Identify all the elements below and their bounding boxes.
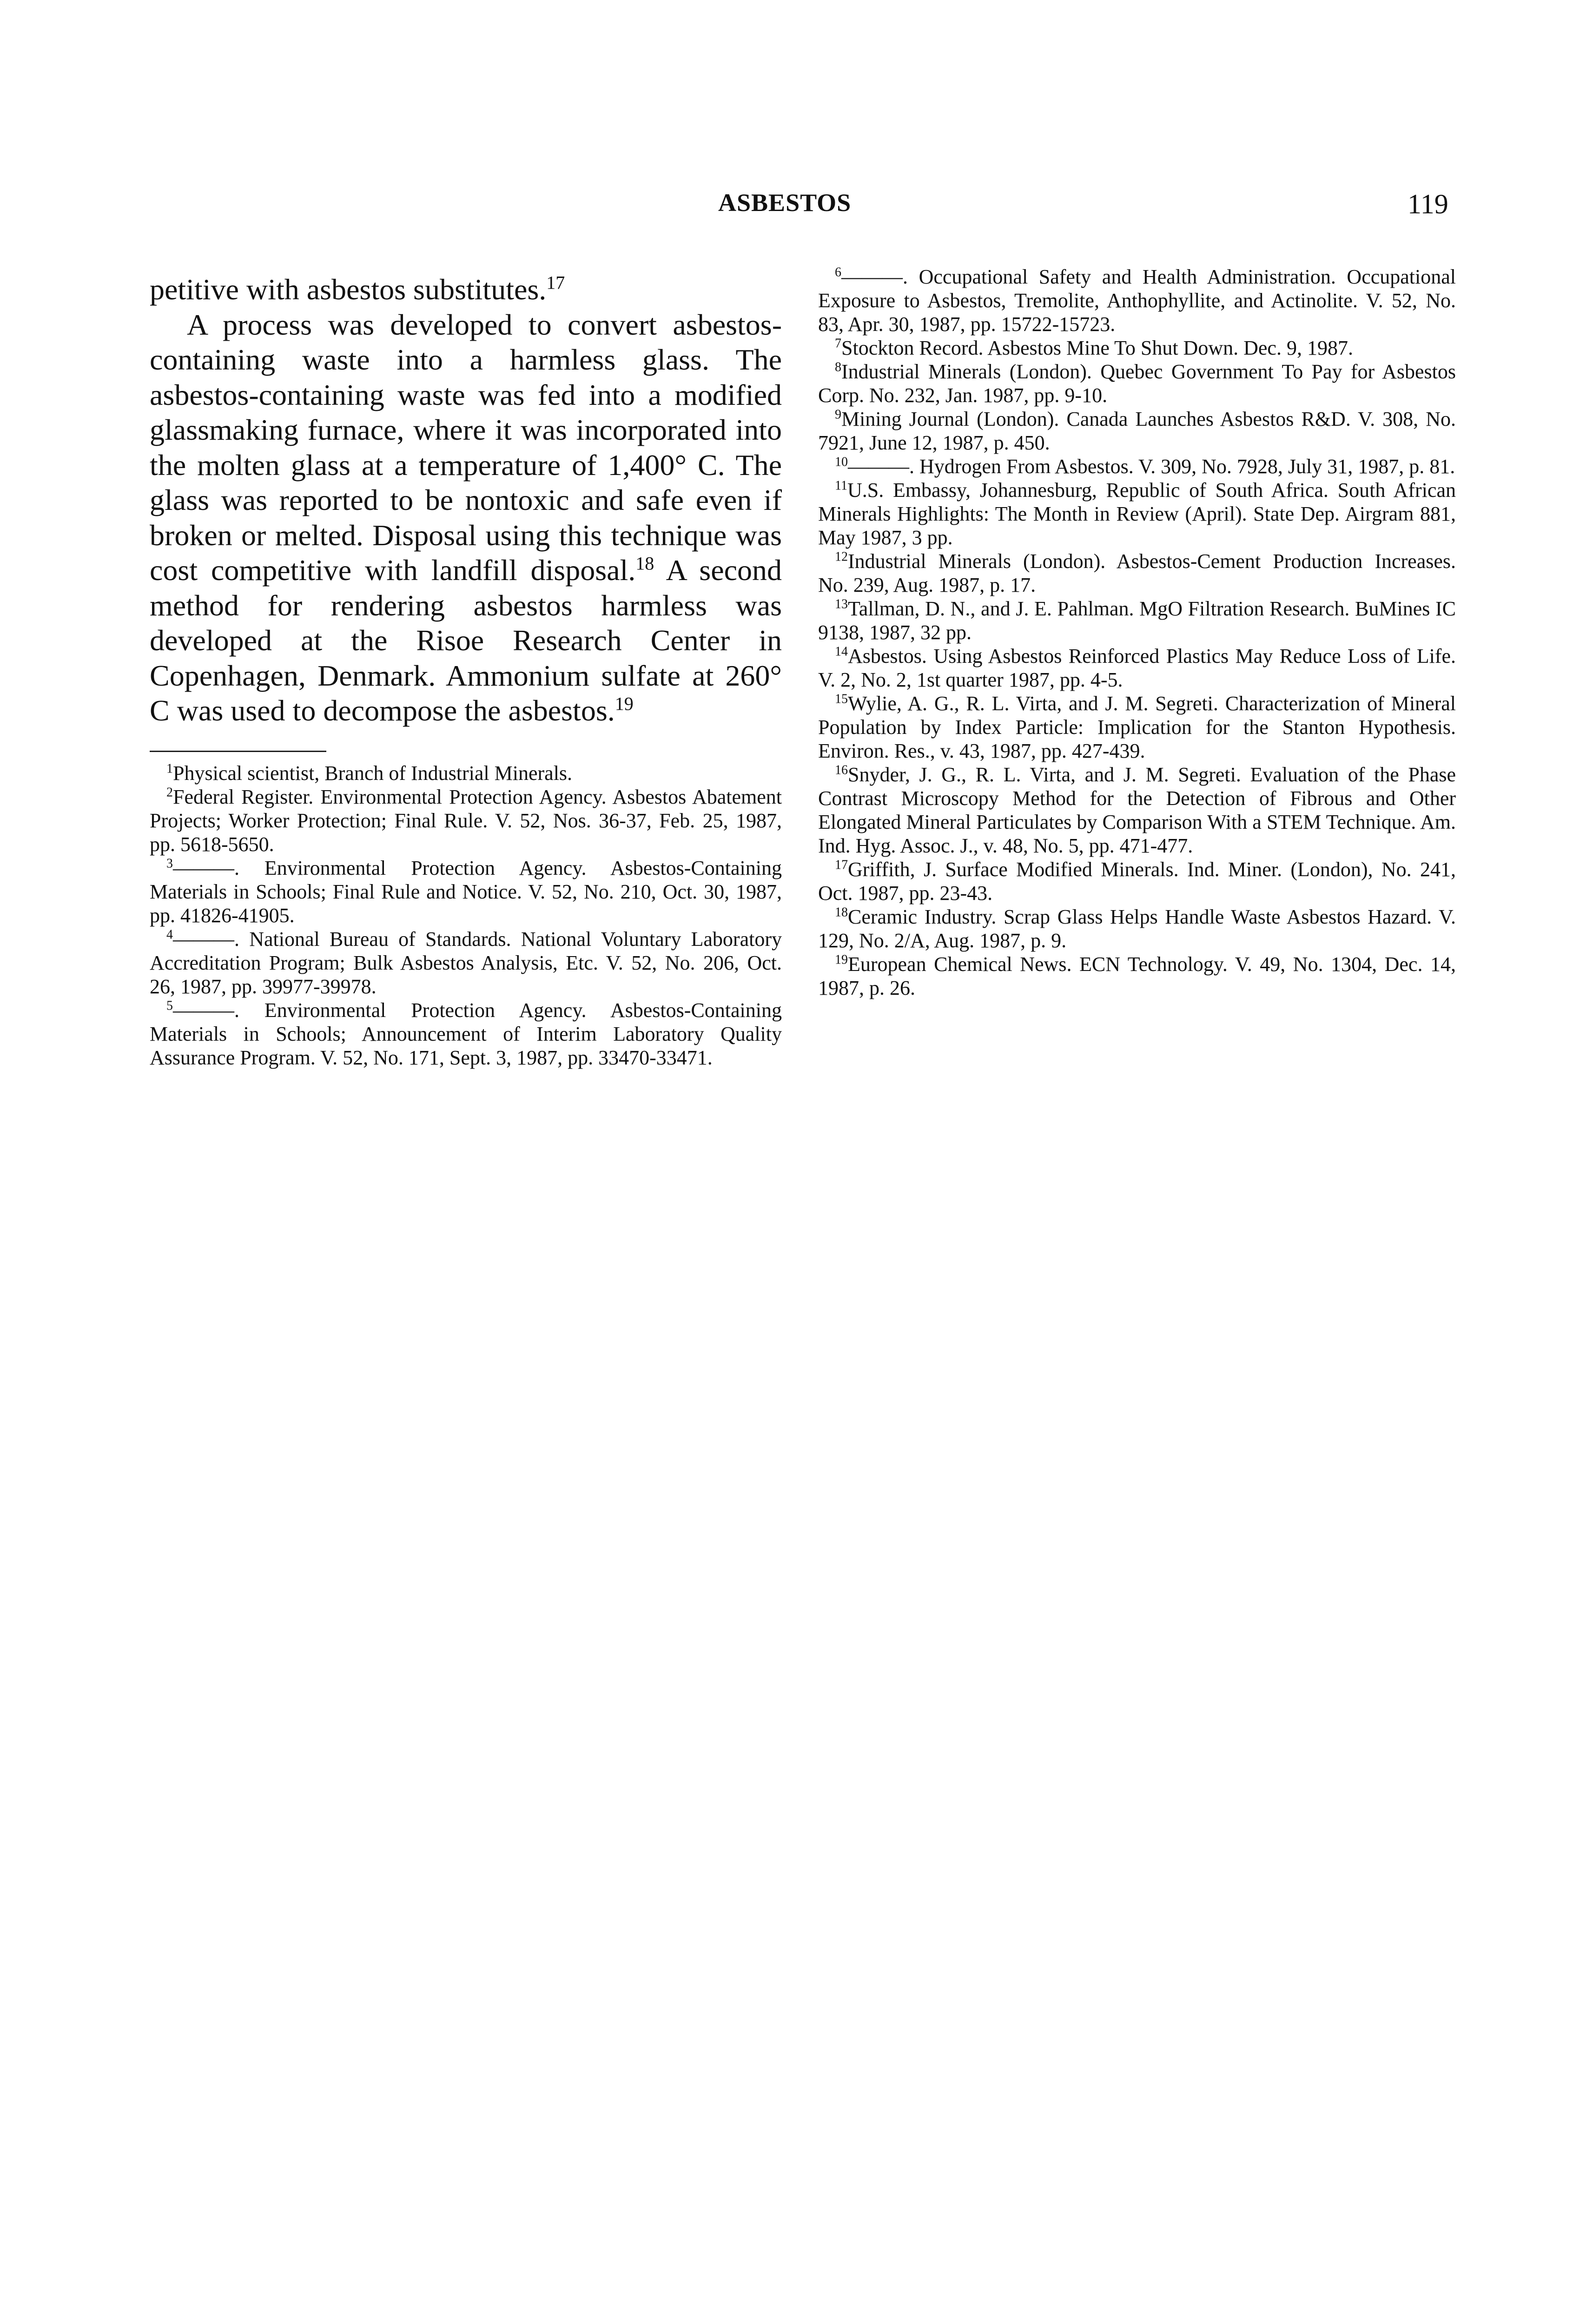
footnote-text: ———. Occupational Safety and Health Administration. Occupational Exposure to Asbestos, Tremolite, Anthophyllite, and Actinolite. V. 52, No. 83, Apr. 30, 1987, pp. 15722-15723. bbox=[818, 265, 1456, 336]
footnotes-left bbox=[150, 761, 782, 1070]
body-paragraph-2 bbox=[150, 307, 782, 728]
footnote bbox=[818, 952, 1456, 1000]
body-paragraph-1 bbox=[150, 272, 782, 307]
footnote-number: 16 bbox=[835, 763, 848, 778]
footnote bbox=[818, 763, 1456, 858]
footnote-number: 18 bbox=[835, 905, 848, 920]
footnote-number: 6 bbox=[835, 265, 841, 280]
footnote-number: 19 bbox=[835, 952, 848, 967]
footnote-number: 15 bbox=[835, 692, 848, 706]
footnote bbox=[818, 858, 1456, 905]
footnote-text: ———. National Bureau of Standards. National Voluntary Laboratory Accreditation Program; Bulk Asbestos Analysis, Etc. V. 52, No. 206, Oct. 26, 1987, pp. 39977-39978. bbox=[150, 927, 782, 998]
footnote-text: Tallman, D. N., and J. E. Pahlman. MgO Filtration Research. BuMines IC 9138, 1987, 32 pp. bbox=[818, 597, 1456, 644]
footnote bbox=[818, 360, 1456, 407]
footnote-number: 9 bbox=[835, 407, 841, 422]
footnote-text: ———. Hydrogen From Asbestos. V. 309, No. 7928, July 31, 1987, p. 81. bbox=[848, 455, 1455, 478]
footnote-number: 8 bbox=[835, 360, 841, 375]
footnote bbox=[818, 265, 1456, 336]
footnote-number: 3 bbox=[166, 856, 173, 871]
footnote-ref[interactable]: 17 bbox=[546, 272, 565, 293]
footnote bbox=[818, 644, 1456, 692]
footnote bbox=[818, 905, 1456, 952]
footnote bbox=[818, 692, 1456, 763]
footnote bbox=[150, 785, 782, 856]
footnote-text: Ceramic Industry. Scrap Glass Helps Handle Waste Asbestos Hazard. V. 129, No. 2/A, Aug. 1987, p. 9. bbox=[818, 905, 1456, 952]
footnote-text: Industrial Minerals (London). Quebec Government To Pay for Asbestos Corp. No. 232, Jan. 1987, pp. 9-10. bbox=[818, 360, 1456, 407]
footnote bbox=[818, 455, 1456, 478]
footnote-text: Mining Journal (London). Canada Launches Asbestos R&D. V. 308, No. 7921, June 12, 1987, p. 450. bbox=[818, 408, 1456, 454]
paragraph-text: petitive with asbestos substitutes. bbox=[150, 273, 547, 306]
footnote-text: Snyder, J. G., R. L. Virta, and J. M. Segreti. Evaluation of the Phase Contrast Microscopy Method for the Detection of Fibrous and Other Elongated Mineral Particulates by Comparison With a STEM Technique. Am. Ind. Hyg. Assoc. J., v. 48, No. 5, pp. 471-477. bbox=[818, 763, 1456, 857]
footnote-number: 17 bbox=[835, 858, 848, 872]
running-head-title: ASBESTOS bbox=[718, 189, 852, 217]
paragraph-text: A second method for rendering asbestos harmless was developed at the Risoe Research Center in Copenhagen, Denmark. Ammonium sulfate at 260° C was used to decompose the asbestos. bbox=[150, 554, 782, 727]
footnote-text: Industrial Minerals (London). Asbestos-Cement Production Increases. No. 239, Aug. 1987, p. 17. bbox=[818, 550, 1456, 596]
footnote-number: 11 bbox=[835, 478, 847, 493]
footnote-text: European Chemical News. ECN Technology. V. 49, No. 1304, Dec. 14, 1987, p. 26. bbox=[818, 953, 1456, 999]
footnote-ref[interactable]: 18 bbox=[635, 553, 654, 574]
footnote-text: Stockton Record. Asbestos Mine To Shut Down. Dec. 9, 1987. bbox=[841, 337, 1353, 359]
footnote-text: ———. Environmental Protection Agency. Asbestos-Containing Materials in Schools; Announcement of Interim Laboratory Quality Assurance Program. V. 52, No. 171, Sept. 3, 1987, pp. 33470-33471. bbox=[150, 998, 782, 1069]
footnote bbox=[818, 478, 1456, 549]
footnote-text: Federal Register. Environmental Protection Agency. Asbestos Abatement Projects; Worker Protection; Final Rule. V. 52, Nos. 36-37, Feb. 25, 1987, pp. 5618-5650. bbox=[150, 785, 782, 856]
footnote-text: Asbestos. Using Asbestos Reinforced Plastics May Reduce Loss of Life. V. 2, No. 2, 1st quarter 1987, pp. 4-5. bbox=[818, 645, 1456, 691]
footnote-number: 10 bbox=[835, 455, 848, 469]
footnote bbox=[150, 927, 782, 998]
footnote-number: 13 bbox=[835, 597, 848, 612]
footnote-text: Griffith, J. Surface Modified Minerals. Ind. Miner. (London), No. 241, Oct. 1987, pp. 23-43. bbox=[818, 858, 1456, 905]
footnote bbox=[150, 998, 782, 1070]
footnote bbox=[818, 407, 1456, 455]
footnote bbox=[818, 549, 1456, 597]
paragraph-text: A process was developed to convert asbestos-containing waste into a harmless glass. The asbestos-containing waste was fed into a modified glassmaking furnace, where it was incorporated into the molten glass at a temperature of 1,400° C. The glass was reported to be nontoxic and safe even if broken or melted. Disposal using this technique was cost competitive with landfill disposal. bbox=[150, 308, 782, 587]
footnote-number: 12 bbox=[835, 549, 848, 564]
footnote-number: 7 bbox=[835, 336, 841, 351]
left-column bbox=[150, 272, 782, 1070]
right-column bbox=[818, 265, 1456, 1000]
footnote-number: 5 bbox=[166, 998, 173, 1013]
footnote-number: 2 bbox=[166, 785, 173, 799]
footnote-ref[interactable]: 19 bbox=[615, 693, 634, 714]
footnote bbox=[150, 856, 782, 927]
footnote-text: Wylie, A. G., R. L. Virta, and J. M. Segreti. Characterization of Mineral Population by Index Particle: Implication for the Stanton Hypothesis. Environ. Res., v. 43, 1987, pp. 427-439. bbox=[818, 692, 1456, 762]
footnote-number: 4 bbox=[166, 927, 173, 942]
footnote bbox=[818, 336, 1456, 360]
footnote-number: 14 bbox=[835, 644, 848, 659]
footnote bbox=[150, 761, 782, 785]
footnote-text: ———. Environmental Protection Agency. Asbestos-Containing Materials in Schools; Final Rule and Notice. V. 52, No. 210, Oct. 30, 1987, pp. 41826-41905. bbox=[150, 856, 782, 927]
footnote-number: 1 bbox=[166, 761, 173, 776]
footnote-divider bbox=[150, 751, 326, 752]
footnote bbox=[818, 597, 1456, 644]
footnote-text: U.S. Embassy, Johannesburg, Republic of South Africa. South African Minerals Highlights: The Month in Review (April). State Dep. Airgram 881, May 1987, 3 pp. bbox=[818, 479, 1456, 549]
page-number: 119 bbox=[1408, 189, 1448, 219]
footnote-text: Physical scientist, Branch of Industrial Minerals. bbox=[173, 761, 573, 785]
